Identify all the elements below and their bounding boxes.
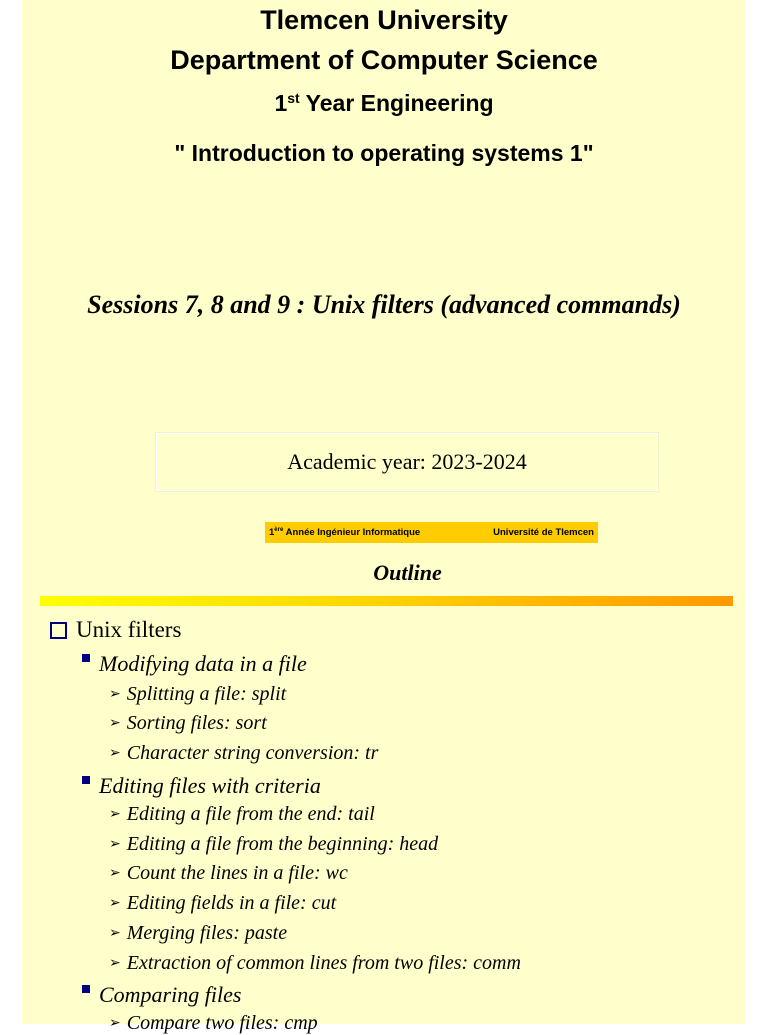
list-item: [109, 922, 287, 945]
list-item: [82, 651, 307, 677]
arrow-bullet-icon: ➢: [109, 1016, 121, 1031]
footer-left: [269, 527, 420, 538]
checkbox-bullet-icon: [50, 622, 67, 639]
arrow-bullet-icon: ➢: [109, 837, 121, 852]
outline-title: Outline: [373, 560, 442, 585]
list-item-label: Editing a file from the end: tail: [126, 803, 375, 825]
square-bullet-icon: [82, 776, 90, 784]
list-item-label: Sorting files: sort: [126, 712, 267, 734]
square-bullet-icon: [82, 985, 90, 993]
list-item-label: Character string conversion: tr: [126, 742, 379, 764]
list-item-label: Unix filters: [76, 617, 182, 642]
arrow-bullet-icon: ➢: [109, 866, 121, 881]
list-item: [82, 982, 241, 1008]
arrow-bullet-icon: ➢: [109, 746, 121, 761]
list-item: [109, 952, 521, 975]
list-item: [109, 862, 348, 885]
footer-left-sup: ère: [274, 527, 284, 533]
arrow-bullet-icon: ➢: [109, 896, 121, 911]
list-item-label: Merging files: paste: [126, 922, 288, 944]
footer-left-num: 1: [269, 527, 275, 538]
list-item-label: Extraction of common lines from two files: comm: [126, 952, 521, 974]
list-item: [109, 742, 378, 765]
arrow-bullet-icon: ➢: [109, 956, 121, 971]
list-item-label: Compare two files: cmp: [126, 1012, 318, 1034]
course-title: " Introduction to operating systems 1": [174, 140, 594, 166]
list-item: [109, 833, 438, 856]
list-item: [82, 773, 321, 799]
list-item-label: Editing files with criteria: [99, 773, 321, 798]
list-item: [109, 712, 267, 735]
university-title: Tlemcen University: [260, 5, 508, 35]
sessions-title: Sessions 7, 8 and 9 : Unix filters (advanced commands): [87, 290, 681, 319]
list-item-label: Splitting a file: split: [126, 683, 287, 705]
list-item: [109, 683, 286, 706]
arrow-bullet-icon: ➢: [109, 716, 121, 731]
list-item-label: Editing a file from the beginning: head: [126, 833, 439, 855]
footer-right: Université de Tlemcen: [493, 527, 594, 538]
year-number: 1: [274, 90, 288, 116]
year-title: [0, 90, 768, 117]
department-title: Department of Computer Science: [170, 45, 598, 75]
arrow-bullet-icon: ➢: [109, 687, 121, 702]
list-item: [50, 617, 181, 643]
academic-year: Academic year: 2023-2024: [287, 449, 527, 474]
year-rest: Year Engineering: [299, 90, 494, 116]
academic-year-box: [156, 433, 658, 491]
divider-rule: [40, 596, 733, 606]
list-item-label: Count the lines in a file: wc: [126, 862, 348, 884]
list-item: [109, 803, 375, 826]
year-superscript: st: [287, 90, 300, 106]
square-bullet-icon: [82, 654, 90, 662]
footer-band: [265, 522, 598, 543]
list-item-label: Comparing files: [99, 982, 242, 1007]
list-item-label: Editing fields in a file: cut: [126, 892, 337, 914]
arrow-bullet-icon: ➢: [109, 926, 121, 941]
arrow-bullet-icon: ➢: [109, 807, 121, 822]
list-item-label: Modifying data in a file: [99, 651, 307, 676]
list-item: [109, 892, 336, 915]
footer-left-rest: Année Ingénieur Informatique: [283, 527, 421, 538]
